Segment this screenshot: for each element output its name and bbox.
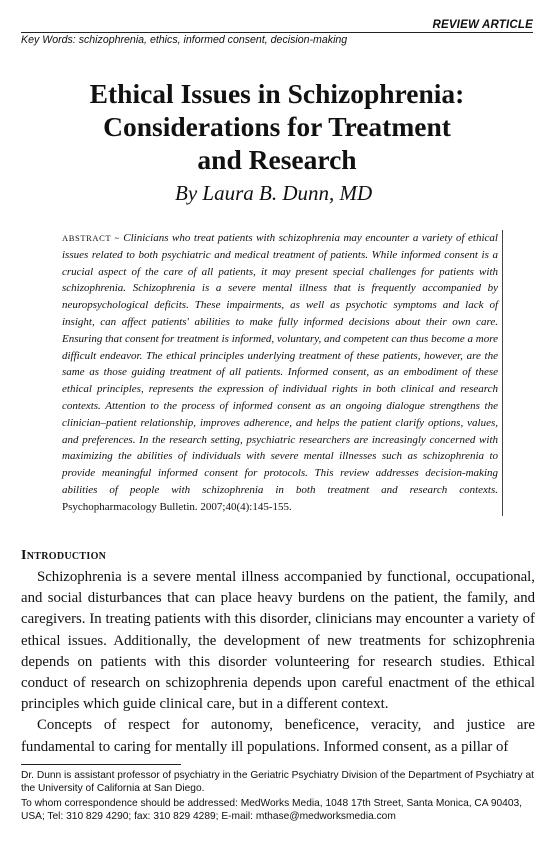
- section-heading-introduction: Introduction: [21, 548, 107, 563]
- body-paragraph: Concepts of respect for autonomy, beneficence, veracity, and justice are fundamental to caring for mentally ill populations. Informed consent, as a pillar of: [21, 717, 535, 755]
- footnote-affiliation: Dr. Dunn is assistant professor of psychiatry in the Geriatric Psychiatry Division of the Department of Psychiatry at the University of California at San Diego.: [21, 770, 534, 794]
- title-line: and Research: [197, 144, 357, 175]
- footnote-correspondence: To whom correspondence should be addressed: MedWorks Media, 1048 17th Street, Santa Monica, CA 90403, USA; Tel: 310 829 4290; fax: 310 829 4289; E-mail: mthase@medworksmedia.com: [21, 798, 522, 822]
- introduction-body: [21, 567, 535, 758]
- keywords-line: Key Words: schizophrenia, ethics, informed consent, decision-making: [21, 34, 348, 46]
- abstract-text: Clinicians who treat patients with schizophrenia may encounter a variety of ethical issues related to both psychiatric and medical treatment of patients. While informed consent is a crucial aspect of the care of all patients, it may present special challenges for patients with schizophrenia. Schizophrenia is a severe mental illness that is frequently accompanied by neuropsychological deficits. These impairments, as well as psychotic symptoms and lack of insight, can affect patients' abilities to make fully informed decisions about their own care. Ensuring that consent for treatment is informed, voluntary, and competent can thus become a more difficult endeavor. The ethical principles underlying treatment of these patients, however, are the same as those guiding treatment of all patients. Informed consent, as an embodiment of these ethical principles, represents the expression of individual rights in both clinical and research contexts. Attention to the process of informed consent as an ongoing dialogue strengthens the clinician–patient relationship, improves adherence, and helps the patient clarify options, values, and preferences. In the research setting, psychiatric researchers are increasingly concerned with maximizing the abilities of individuals with severe mental illnesses such as schizophrenia to provide meaningful informed consent for protocols. This review addresses decision-making abilities of people with schizophrenia in both treatment and research contexts.: [62, 232, 498, 496]
- article-type-label: REVIEW ARTICLE: [432, 19, 533, 31]
- title-line: Considerations for Treatment: [103, 111, 451, 142]
- abstract-block: [62, 230, 503, 516]
- footnote-rule: [21, 764, 181, 765]
- abstract-citation: Psychopharmacology Bulletin. 2007;40(4):145-155.: [62, 500, 292, 513]
- title-line: Ethical Issues in Schizophrenia:: [89, 78, 465, 109]
- abstract-label: ABSTRACT ~: [62, 233, 120, 243]
- body-paragraph: Schizophrenia is a severe mental illness accompanied by functional, occupational, and social disturbances that can place heavy burdens on the patient, the family, and caregivers. In treating patients with this disorder, clinicians may encounter a variety of ethical issues. Additionally, the development of new treatments for schizophrenia depends on patients with this disorder volunteering for research studies. Ethical conduct of research on schizophrenia depends upon careful enactment of the ethical principles which guide clinical care, but in a different context.: [21, 569, 535, 713]
- header-rule: [21, 32, 533, 33]
- footnotes: [21, 770, 535, 826]
- article-title: [0, 77, 554, 176]
- author-byline: By Laura B. Dunn, MD: [175, 181, 373, 205]
